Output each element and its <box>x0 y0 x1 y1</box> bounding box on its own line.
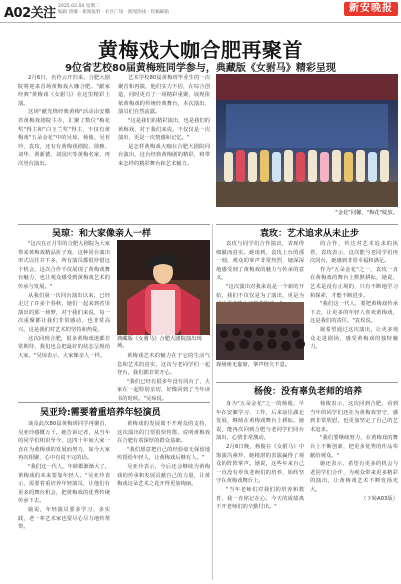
stage-photo-image <box>216 74 398 207</box>
wu-qiong-photo-caption: 典藏版《女驸马》合肥大剧院演出现场。 <box>117 336 202 349</box>
section-heading-yang-jun: 杨俊：没有辜负老师的培养 <box>254 387 363 397</box>
continue-note: （下转A03版） <box>361 495 398 502</box>
divider <box>216 224 398 225</box>
body-paragraph: 吴亚玲表示，今后还会继续为黄梅戏的传承和发展贡献自己的力量，让黄梅戏这朵艺术之花开得更加绚丽。 <box>117 463 210 488</box>
wu-yaling-column-1 <box>18 420 110 580</box>
column-separator <box>212 224 213 580</box>
header-date: 2025.02.04 星期二 <box>58 4 100 9</box>
body-paragraph: "当年老师们对我们的培养和教育，我一直铭记在心，今天的成绩离不开老师们的辛勤付出。" <box>216 486 304 511</box>
audience-photo-image <box>216 302 304 360</box>
newspaper-logo: 新安晚报 <box>344 2 398 16</box>
section-heading-wu-qiong: 吴琼：和大家像亲人一样 <box>52 229 152 239</box>
body-paragraph: 她希望通过这次演出，让更多观众走进剧场，感受黄梅戏的独特魅力。 <box>310 326 398 351</box>
body-paragraph: 黄梅戏的发展离不开观众的支持，这次演出的门票很快售罄，说明黄梅戏在合肥有着深厚的群众基础。 <box>117 421 210 445</box>
body-paragraph: 从我们第一次同台演出以来，已经走过了许多个春秋，她们一起来到省里演出的那一场梦，对于我们来说，每一次重聚都让我们非常感动，也非常高兴，这是我们对艺术的坚持和热爱。 <box>18 292 110 333</box>
body-paragraph: "我们这一代人，要把黄梅戏传承下去，让更多的年轻人喜欢黄梅戏，这是我们的责任。"袁玫说。 <box>310 301 398 325</box>
yuan-mei-column-1 <box>216 240 304 300</box>
stage-photo <box>216 74 398 207</box>
body-paragraph: "这次演出对我来说是一个新的开始，我们不仅仅是为了演出，更是为 <box>216 283 304 299</box>
body-paragraph: 身为"五朵金花"之一的杨俊，早年在安徽学习、工作，后来前往湖北发展，继续在黄梅戏舞台上耕耘。她说，能再次回到合肥与老同学们同台演出，心情非常激动。 <box>216 401 304 442</box>
body-paragraph: 作为"五朵金花"之一，袁玫一直在黄梅戏的舞台上默默耕耘，她说，艺术是没有止境的，只有不断地学习和探索，才能不断进步。 <box>310 266 398 299</box>
body-paragraph: 谈及此次80届黄梅班同学再聚首，吴亚玲感慨万千。她告诉记者，从当年的同学们相识至今，这四十年间大家一直在为黄梅戏的发展而努力，如今大家再次相聚，心中有说不完的话。 <box>18 421 110 462</box>
header-meta <box>58 4 169 16</box>
intro-column-1 <box>18 74 110 224</box>
yang-jun-column-2 <box>310 400 398 580</box>
header-editor: 编辑 唐娜 · 新闻报料 · 社区广场 · 新闻热线 · 投稿邮箱 <box>58 10 169 15</box>
body-paragraph: 2月6日晚，杨俊在《女驸马》中饰演冯素珍，她精湛的表演赢得了观众的阵阵掌声。她说，这些年来自己一直没有辜负老师们的培养，始终坚守在黄梅戏舞台上。 <box>216 443 304 485</box>
body-paragraph: "这次在正月里的合肥大剧院为大家带来黄梅戏精品折子戏，这种同台演出形式以往并不多，所有演员都很珍惜这个机会，这次合作不仅展现了黄梅戏舞台魅力，也让观众感受到黄梅戏艺术的传承与发展。" <box>18 241 110 290</box>
body-paragraph: 袁玫与同学们合作演出，表现得细腻而真实。她谈到，袁玫上台的那一刻，观众的掌声非常热烈，她深深地感受到了黄梅戏的魅力与传承的意义。 <box>216 241 304 282</box>
divider <box>18 224 210 225</box>
section-heading-wu-yaling: 吴亚玲:需要着重培养年轻演员 <box>40 408 161 418</box>
wu-qiong-column-1 <box>18 240 110 400</box>
body-paragraph: "我们已经有很多年没有同台了，大家在一起特别亲切，好像回到了当年读书的时候。"吴琼说。 <box>117 378 210 402</box>
body-paragraph: "我们要继续努力，在黄梅戏的舞台上不断创新，把更多优秀的作品奉献给观众。" <box>310 435 398 459</box>
page-title: 黄梅戏大咖合肥再聚首 <box>98 38 303 62</box>
body-paragraph: 她说，年轻演员要多学习、多实践，老一辈艺术家也要尽心尽力地传帮带。 <box>18 506 110 531</box>
intro-paragraph: 2月6日，名伶云开归来，合肥大剧院将迎来首场黄梅戏大咖合肥。"献家经典"黄梅戏《女驸马》在这里精彩上演。 <box>18 75 110 107</box>
yuan-mei-column-2 <box>310 240 398 378</box>
divider <box>18 402 210 403</box>
body-paragraph: 这次回到合肥，很多黄梅戏迷都非常期待，我们也会把最好的状态呈现给大家。"吴琼表示，大家像亲人一样。 <box>18 335 110 359</box>
page-header <box>0 0 401 23</box>
body-paragraph: 的合作，传达对艺术追求的执着，袁玫表示，这次能与老同学们再次同台，她感到非常幸福和满足。 <box>310 241 398 265</box>
page-number: A02关注 <box>4 6 56 21</box>
intro-column-2 <box>118 74 210 224</box>
section-heading-yuan-mei: 袁玫：艺术追求从未止步 <box>260 229 360 239</box>
stage-photo-caption: "金花"同馨，"梅花"绽放。 <box>335 210 398 216</box>
wu-qiong-photo-image <box>117 240 210 335</box>
audience-photo-caption: 现场座无虚席，掌声经久不息。 <box>216 362 291 368</box>
body-paragraph: "我们愿意把自己的经验毫无保留地传授给年轻人，让黄梅戏后继有人。" <box>117 446 210 462</box>
divider <box>216 382 398 383</box>
intro-paragraph: "这是我们的精彩演出，也是我们的黄梅戏，对于我们来说，不仅仅是一次演出，更是一次情感和记忆。" <box>118 117 210 142</box>
intro-paragraph: 这场"献光绕经典黄梅"活动由安徽省黄梅戏剧院主办，汇聚了数位"梅花奖"得主和"白玉兰奖"得主，不仅有黄梅戏"五朵金花"中的吴琼、杨俊、吴亚玲、袁玫，还有有黄梅戏剧院、徐雅、刘华、黄新德、刘国庆等黄梅名家，再次登台演出。 <box>18 109 110 167</box>
page-subtitle: 9位省艺校80届黄梅班同学参与，典藏版《女驸马》精彩呈现 <box>65 63 336 74</box>
audience-photo <box>216 302 304 360</box>
intro-paragraph: 艺术学校80届黄梅班毕业生的一次聚首和再演，他们实力不俗，在综合创造，同时更有了一场精彩重聚，展现依依黄梅戏的传统经典舞台，本次演出，演员们自然流露。 <box>118 75 210 116</box>
wu-yaling-column-2 <box>117 420 210 580</box>
wu-qiong-column-2 <box>117 352 210 400</box>
wu-qiong-photo <box>117 240 210 335</box>
body-paragraph: "我们这一代人，年龄都渐渐大了，黄梅戏的未来要靠年轻人。"吴亚玲表示，需要着重培养年轻演员，让他们有更多的舞台机会，把黄梅戏的优秀传统传承下去。 <box>18 463 110 505</box>
body-paragraph: 她还表示，希望有更多的机会与老同学们合作，为观众带来更多精彩的演出，让黄梅戏艺术不断发扬光大。 <box>310 461 398 493</box>
body-paragraph: 黄梅戏艺术的魅力在于它的生活气息和艺术的真实，这次与老同学们一起登台，我们都非常开心。 <box>117 353 210 377</box>
intro-paragraph: 是怎样黄梅戏大咖在合肥大剧院同台演出，这台经典黄梅剧的精彩，将带来怎样的精彩舞台和艺术魅力。 <box>118 143 210 167</box>
yang-jun-column-1 <box>216 400 304 580</box>
body-paragraph: 杨俊表示，这次回到合肥，看到当年的同学们还在为黄梅戏坚守，感到非常欣慰，也更加坚定了自己的艺术追求。 <box>310 401 398 433</box>
